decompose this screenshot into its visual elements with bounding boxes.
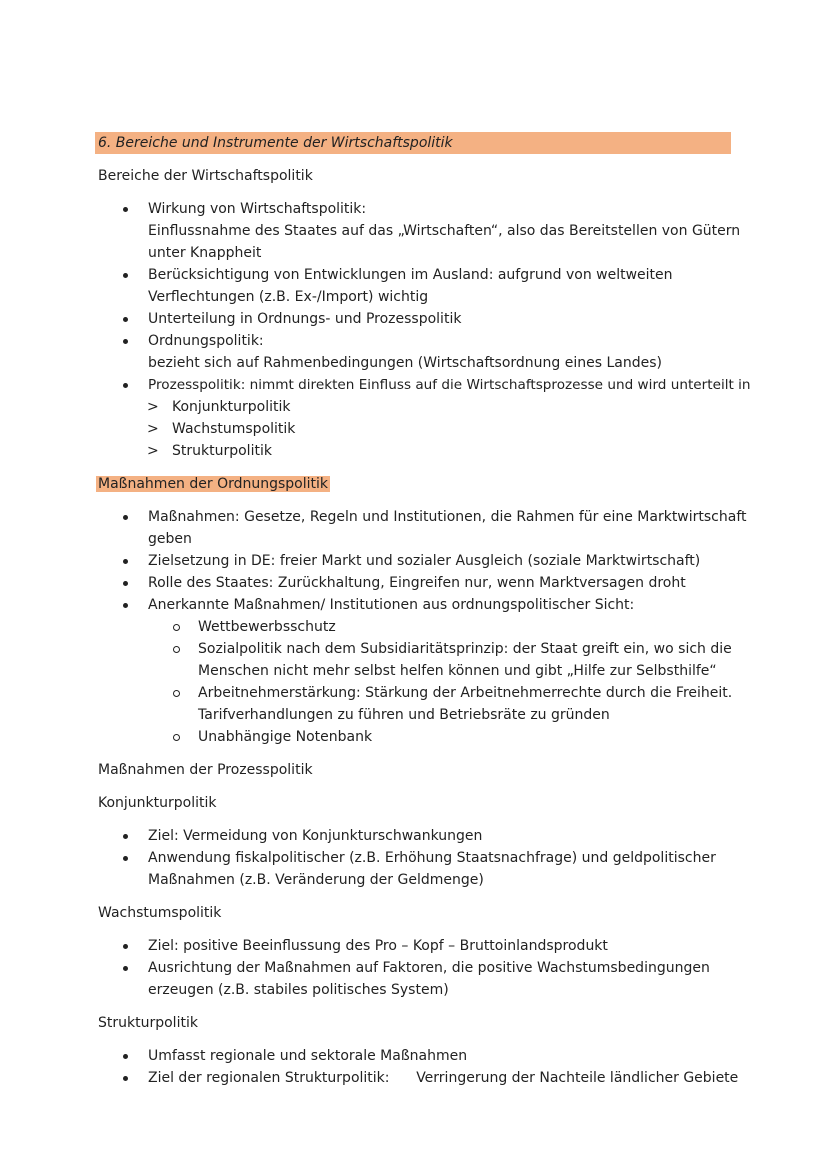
ordnung-title: [96, 473, 330, 495]
circle-bullet: [173, 734, 180, 741]
arrow-marker: >: [147, 399, 159, 415]
circle-bullet: [173, 690, 180, 697]
sub-list-item: Strukturpolitik: [172, 443, 272, 459]
arrow-marker: >: [147, 421, 159, 437]
list-item: Ziel: Vermeidung von Konjunkturschwankungen: [148, 828, 483, 844]
bullet: [123, 273, 128, 278]
bullet: [123, 966, 128, 971]
bullet: [123, 1076, 128, 1081]
ordnung-title-text: Maßnahmen der Ordnungspolitik: [98, 476, 329, 492]
prozess-title: Maßnahmen der Prozesspolitik: [98, 762, 313, 778]
sub-list-item-continuation: Tarifverhandlungen zu führen und Betriebsräte zu gründen: [198, 707, 610, 723]
circle-bullet: [173, 646, 180, 653]
list-item-continuation: Verflechtungen (z.B. Ex-/Import) wichtig: [148, 289, 429, 305]
list-item: Anwendung fiskalpolitischer (z.B. Erhöhung Staatsnachfrage) und geldpolitischer: [148, 850, 716, 866]
list-item: Ausrichtung der Maßnahmen auf Faktoren, die positive Wachstumsbedingungen: [148, 960, 710, 976]
bullet: [123, 383, 128, 388]
list-item: Ziel: positive Beeinflussung des Pro – Kopf – Bruttoinlandsprodukt: [148, 938, 608, 954]
list-item: Unterteilung in Ordnungs- und Prozesspolitik: [148, 311, 462, 327]
konjunktur-title: Konjunkturpolitik: [98, 795, 217, 811]
sub-list-item-continuation: Menschen nicht mehr selbst helfen können und gibt „Hilfe zur Selbsthilfe“: [198, 663, 717, 679]
sub-list-item: Unabhängige Notenbank: [198, 729, 373, 745]
bullet: [123, 559, 128, 564]
bullet: [123, 1054, 128, 1059]
sub-list-item: Wettbewerbsschutz: [198, 619, 336, 635]
sub-list-item: Wachstumspolitik: [172, 421, 296, 437]
circle-bullet: [173, 624, 180, 631]
list-item-continuation: Einflussnahme des Staates auf das „Wirtschaften“, also das Bereitstellen von Gütern: [148, 223, 741, 239]
list-item: Ordnungspolitik:: [148, 333, 264, 349]
struktur-title: Strukturpolitik: [98, 1015, 198, 1031]
list-item-continuation: erzeugen (z.B. stabiles politisches System): [148, 982, 449, 998]
list-item: Rolle des Staates: Zurückhaltung, Eingreifen nur, wenn Marktversagen droht: [148, 575, 686, 591]
list-item-continuation: unter Knappheit: [148, 245, 262, 261]
bullet: [123, 834, 128, 839]
bullet: [123, 339, 128, 344]
bullet: [123, 603, 128, 608]
list-item-continuation: bezieht sich auf Rahmenbedingungen (Wirtschaftsordnung eines Landes): [148, 355, 663, 371]
list-item-continuation: geben: [148, 531, 192, 547]
sub-list-item: Konjunkturpolitik: [172, 399, 291, 415]
bullet: [123, 944, 128, 949]
bullet: [123, 581, 128, 586]
list-item: Maßnahmen: Gesetze, Regeln und Institutionen, die Rahmen für eine Marktwirtschaft: [148, 509, 747, 525]
list-item: Wirkung von Wirtschaftspolitik:: [148, 201, 367, 217]
list-item: Umfasst regionale und sektorale Maßnahmen: [148, 1048, 468, 1064]
list-item-continuation: Maßnahmen (z.B. Veränderung der Geldmenge): [148, 872, 484, 888]
bullet: [123, 207, 128, 212]
list-item: Prozesspolitik: nimmt direkten Einfluss auf die Wirtschaftsprozesse und wird unterteilt in: [148, 377, 751, 393]
bullet: [123, 317, 128, 322]
list-item: Berücksichtigung von Entwicklungen im Ausland: aufgrund von weltweiten: [148, 267, 673, 283]
list-item: Zielsetzung in DE: freier Markt und sozialer Ausgleich (soziale Marktwirtschaft): [148, 553, 701, 569]
bereiche-title: Bereiche der Wirtschaftspolitik: [98, 168, 313, 184]
bullet: [123, 515, 128, 520]
arrow-marker: >: [147, 443, 159, 459]
list-item: Anerkannte Maßnahmen/ Institutionen aus ordnungspolitischer Sicht:: [148, 597, 635, 613]
bullet: [123, 856, 128, 861]
section-heading: 6. Bereiche und Instrumente der Wirtschaftspolitik: [98, 135, 453, 151]
sub-list-item: Sozialpolitik nach dem Subsidiaritätsprinzip: der Staat greift ein, wo sich die: [198, 641, 732, 657]
list-item: Ziel der regionalen Strukturpolitik: Verringerung der Nachteile ländlicher Gebiete: [148, 1070, 739, 1086]
sub-list-item: Arbeitnehmerstärkung: Stärkung der Arbeitnehmerrechte durch die Freiheit.: [198, 685, 733, 701]
wachstum-title: Wachstumspolitik: [98, 905, 222, 921]
